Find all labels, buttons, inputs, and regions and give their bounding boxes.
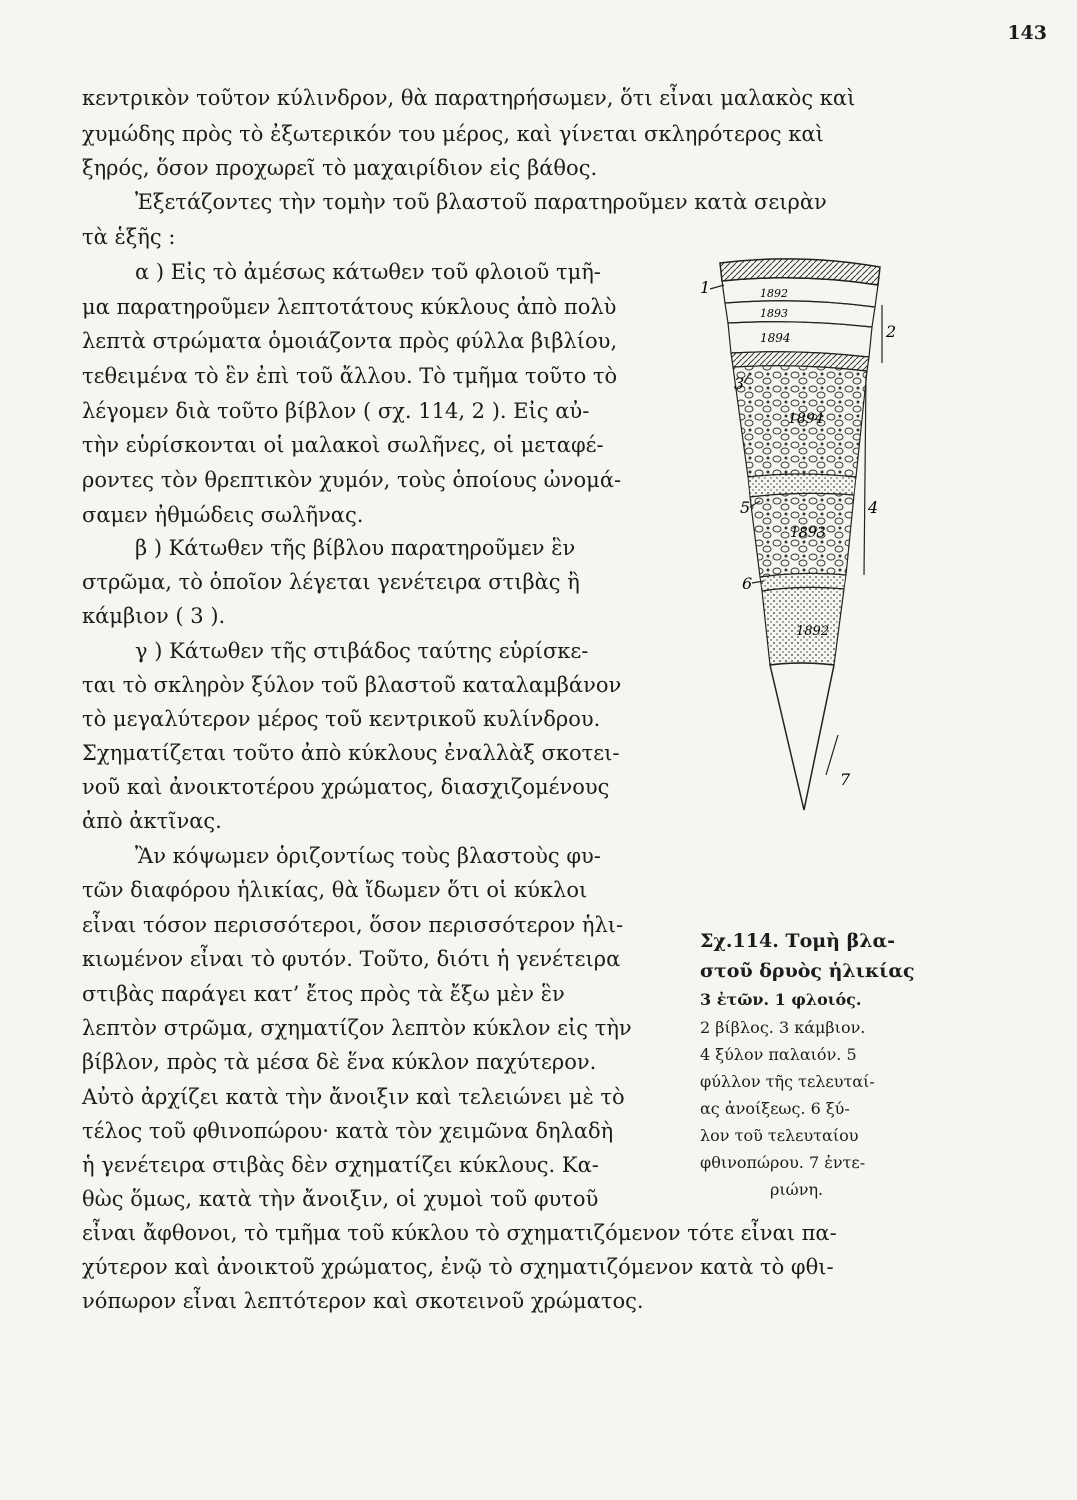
number-label: 1 — [700, 278, 711, 297]
bark-layer — [720, 259, 880, 285]
text-line: Ἐξετάζοντες τὴν τομὴν τοῦ βλαστοῦ παρατηροῦμεν κατὰ σειρὰν — [135, 190, 827, 214]
year-label: 1893 — [760, 307, 788, 320]
text-line: τεθειμένα τὸ ἓν ἐπὶ τοῦ ἄλλου. Τὸ τμῆμα τοῦτο τὸ — [82, 364, 618, 388]
figure-caption-line: ας ἀνοίξεως. 6 ξύ- — [700, 1099, 850, 1118]
text-line: εἶναι τόσον περισσότεροι, ὅσον περισσότερον ἡλι- — [82, 913, 624, 937]
text-line: νοῦ καὶ ἀνοικτοτέρου χρώματος, διασχιζομένους — [82, 775, 610, 799]
text-line: κεντρικὸν τοῦτον κύλινδρον, θὰ παρατηρήσωμεν, ὅτι εἶναι μαλακὸς καὶ — [82, 86, 856, 110]
phloem-layer — [722, 278, 878, 307]
stem-section-diagram — [700, 245, 930, 825]
text-line: λεπτὸν στρῶμα, σχηματίζον λεπτὸν κύκλον εἰς τὴν — [82, 1016, 632, 1040]
number-label: 4 — [868, 498, 879, 517]
text-line: Σχηματίζεται τοῦτο ἀπὸ κύκλους ἐναλλὰξ σκοτει- — [82, 741, 620, 765]
text-line: στρῶμα, τὸ ὁποῖον λέγεται γενέτειρα στιβὰς ἢ — [82, 570, 580, 594]
text-line: εἶναι ἄφθονοι, τὸ τμῆμα τοῦ κύκλου τὸ σχηματιζόμενον τότε εἶναι πα- — [82, 1221, 837, 1245]
figure-caption-line: φθινοπώρου. 7 ἐντε- — [700, 1153, 866, 1172]
text-line: κιωμένον εἶναι τὸ φυτόν. Τοῦτο, διότι ἡ γενέτειρα — [82, 947, 621, 971]
text-line: χύτερον καὶ ἀνοικτοῦ χρώματος, ἐνῷ τὸ σχηματιζόμενον κατὰ τὸ φθι- — [82, 1255, 834, 1279]
number-label: 3 — [734, 374, 745, 393]
figure-caption-line: 4 ξύλον παλαιόν. 5 — [700, 1045, 857, 1064]
text-line: Αὐτὸ ἀρχίζει κατὰ τὴν ἄνοιξιν καὶ τελειώνει μὲ τὸ — [82, 1085, 625, 1109]
year-label: 1894 — [788, 411, 824, 427]
text-line: τὴν εὑρίσκονται οἱ μαλακοὶ σωλῆνες, οἱ μεταφέ- — [82, 433, 604, 457]
figure-caption-line: λον τοῦ τελευταίου — [700, 1126, 859, 1145]
phloem-layer — [725, 301, 875, 327]
page-number: 143 — [1007, 22, 1047, 44]
figure-caption-line: φύλλον τῆς τελευταί- — [700, 1072, 875, 1091]
text-line: ροντες τὸν θρεπτικὸν χυμόν, τοὺς ὁποίους ὠνομά- — [82, 468, 622, 492]
text-line: ἡ γενέτειρα στιβὰς δὲν σχηματίζει κύκλους. Κα- — [82, 1153, 599, 1177]
text-line: ται τὸ σκληρὸν ξύλον τοῦ βλαστοῦ καταλαμβάνον — [82, 673, 622, 697]
year-label: 1892 — [796, 624, 830, 639]
text-line: σαμεν ἠθμώδεις σωλῆνας. — [82, 503, 364, 527]
text-line: τέλος τοῦ φθινοπώρου· κατὰ τὸν χειμῶνα δηλαδὴ — [82, 1119, 614, 1143]
number-label: 2 — [886, 322, 897, 341]
number-label: 5 — [740, 498, 751, 517]
year-label: 1893 — [790, 525, 826, 541]
text-line: τὰ ἑξῆς : — [82, 225, 176, 249]
text-line: λεπτὰ στρώματα ὁμοιάζοντα πρὸς φύλλα βιβλίου, — [82, 329, 618, 353]
text-line: μα παρατηροῦμεν λεπτοτάτους κύκλους ἀπὸ πολὺ — [82, 295, 617, 319]
text-line: θὼς ὅμως, κατὰ τὴν ἄνοιξιν, οἱ χυμοὶ τοῦ φυτοῦ — [82, 1187, 599, 1211]
figure-caption-line: ριώνη. — [770, 1180, 824, 1199]
stem-section-figure — [700, 245, 930, 825]
figure-caption-line: 2 βίβλος. 3 κάμβιον. — [700, 1018, 866, 1037]
text-line: β ) Κάτωθεν τῆς βίβλου παρατηροῦμεν ἓν — [135, 536, 576, 560]
year-label: 1892 — [760, 287, 788, 300]
pith — [770, 663, 834, 810]
text-line: λέγομεν διὰ τοῦτο βίβλον ( σχ. 114, 2 ). Εἰς αὐ- — [82, 399, 590, 423]
text-line: ξηρός, ὅσον προχωρεῖ τὸ μαχαιρίδιον εἰς βάθος. — [82, 156, 598, 180]
text-line: τὸ μεγαλύτερον μέρος τοῦ κεντρικοῦ κυλίνδρου. — [82, 707, 601, 731]
figure-caption-title: Σχ.114. Τομὴ βλα- — [700, 930, 896, 952]
text-line: α ) Εἰς τὸ ἀμέσως κάτωθεν τοῦ φλοιοῦ τμῆ- — [135, 260, 601, 284]
figure-caption-title: στοῦ δρυὸς ἡλικίας — [700, 960, 915, 982]
year-label: 1894 — [760, 331, 791, 345]
text-line: Ἂν κόψωμεν ὁριζοντίως τοὺς βλαστοὺς φυ- — [135, 844, 601, 868]
text-line: νόπωρον εἶναι λεπτότερον καὶ σκοτεινοῦ χρώματος. — [82, 1289, 644, 1313]
text-line: γ ) Κάτωθεν τῆς στιβάδος ταύτης εὑρίσκε- — [135, 639, 589, 663]
number-label: 6 — [742, 574, 753, 593]
figure-caption-line: 3 ἐτῶν. 1 φλοιός. — [700, 990, 862, 1009]
number-label: 7 — [840, 770, 851, 789]
text-line: χυμώδης πρὸς τὸ ἐξωτερικόν του μέρος, καὶ γίνεται σκληρότερος καὶ — [82, 122, 824, 146]
text-line: στιβὰς παράγει κατ’ ἔτος πρὸς τὰ ἔξω μὲν ἓν — [82, 982, 565, 1006]
text-line: κάμβιον ( 3 ). — [82, 604, 226, 628]
text-line: βίβλον, πρὸς τὰ μέσα δὲ ἕνα κύκλον παχύτερον. — [82, 1050, 597, 1074]
text-line: ἀπὸ ἀκτῖνας. — [82, 809, 222, 833]
text-line: τῶν διαφόρου ἡλικίας, θὰ ἴδωμεν ὅτι οἱ κύκλοι — [82, 878, 588, 902]
